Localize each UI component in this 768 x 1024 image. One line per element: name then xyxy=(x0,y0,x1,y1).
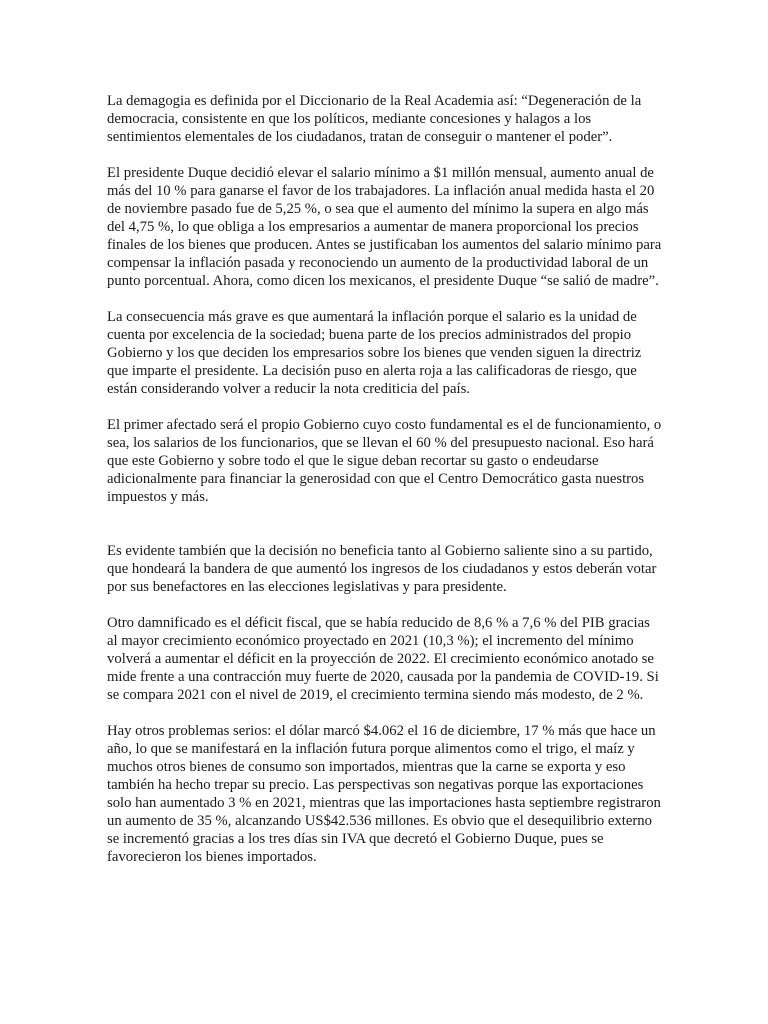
paragraph-demagogia-definition: La demagogia es definida por el Diccionario de la Real Academia así: “Degeneración de la democracia, consistente en que los políticos, mediante concesiones y halagos a los sentimientos elementales de los ciudadanos, tratan de conseguir o mantener el poder”. xyxy=(107,93,642,145)
document-page xyxy=(107,92,663,884)
paragraph-fiscal-deficit: Otro damnificado es el déficit fiscal, que se había reducido de 8,6 % a 7,6 % del PIB gracias al mayor crecimiento económico proyectado en 2021 (10,3 %); el incremento del mínimo volverá a aumentar el déficit en la proyección de 2022. El crecimiento económico anotado se mide frente a una contracción muy fuerte de 2020, causada por la pandemia de COVID-19. Si se compara 2021 con el nivel de 2019, el crecimiento termina siendo más modesto, de 2 %. xyxy=(107,615,659,703)
paragraph-inflation-consequence: La consecuencia más grave es que aumentará la inflación porque el salario es la unidad de cuenta por excelencia de la sociedad; buena parte de los precios administrados del propio Gobierno y los que deciden los empresarios sobre los bienes que venden siguen la directriz que imparte el presidente. La decisión puso en alerta roja a las calificadoras de riesgo, que están considerando volver a reducir la nota crediticia del país. xyxy=(107,309,642,397)
paragraph-political-benefit: Es evidente también que la decisión no beneficia tanto al Gobierno saliente sino a su partido, que hondeará la bandera de que aumentó los ingresos de los ciudadanos y estos deberán votar por sus benefactores en las elecciones legislativas y para presidente. xyxy=(107,543,657,595)
paragraph-government-cost: El primer afectado será el propio Gobierno cuyo costo fundamental es el de funcionamiento, o sea, los salarios de los funcionarios, que se llevan el 60 % del presupuesto nacional. Eso hará que este Gobierno y sobre todo el que le sigue deban recortar su gasto o endeudarse adicionalmente para financiar la generosidad con que el Centro Democrático gasta nuestros impuestos y más. xyxy=(107,417,662,505)
paragraph-minimum-wage-increase: El presidente Duque decidió elevar el salario mínimo a $1 millón mensual, aumento anual de más del 10 % para ganarse el favor de los trabajadores. La inflación anual medida hasta el 20 de noviembre pasado fue de 5,25 %, o sea que el aumento del mínimo la supera en algo más del 4,75 %, lo que obliga a los empresarios a aumentar de manera proporcional los precios finales de los bienes que producen. Antes se justificaban los aumentos del salario mínimo para compensar la inflación pasada y reconociendo un aumento de la productividad laboral de un punto porcentual. Ahora, como dicen los mexicanos, el presidente Duque “se salió de madre”. xyxy=(107,165,662,289)
paragraph-external-problems: Hay otros problemas serios: el dólar marcó $4.062 el 16 de diciembre, 17 % más que hace un año, lo que se manifestará en la inflación futura porque alimentos como el trigo, el maíz y muchos otros bienes de consumo son importados, mientras que la carne se exporta y eso también ha hecho trepar su precio. Las perspectivas son negativas porque las exportaciones solo han aumentado 3 % en 2021, mientras que las importaciones hasta septiembre registraron un aumento de 35 %, alcanzando US$42.536 millones. Es obvio que el desequilibrio externo se incrementó gracias a los tres días sin IVA que decretó el Gobierno Duque, pues se favorecieron los bienes importados. xyxy=(107,723,661,865)
